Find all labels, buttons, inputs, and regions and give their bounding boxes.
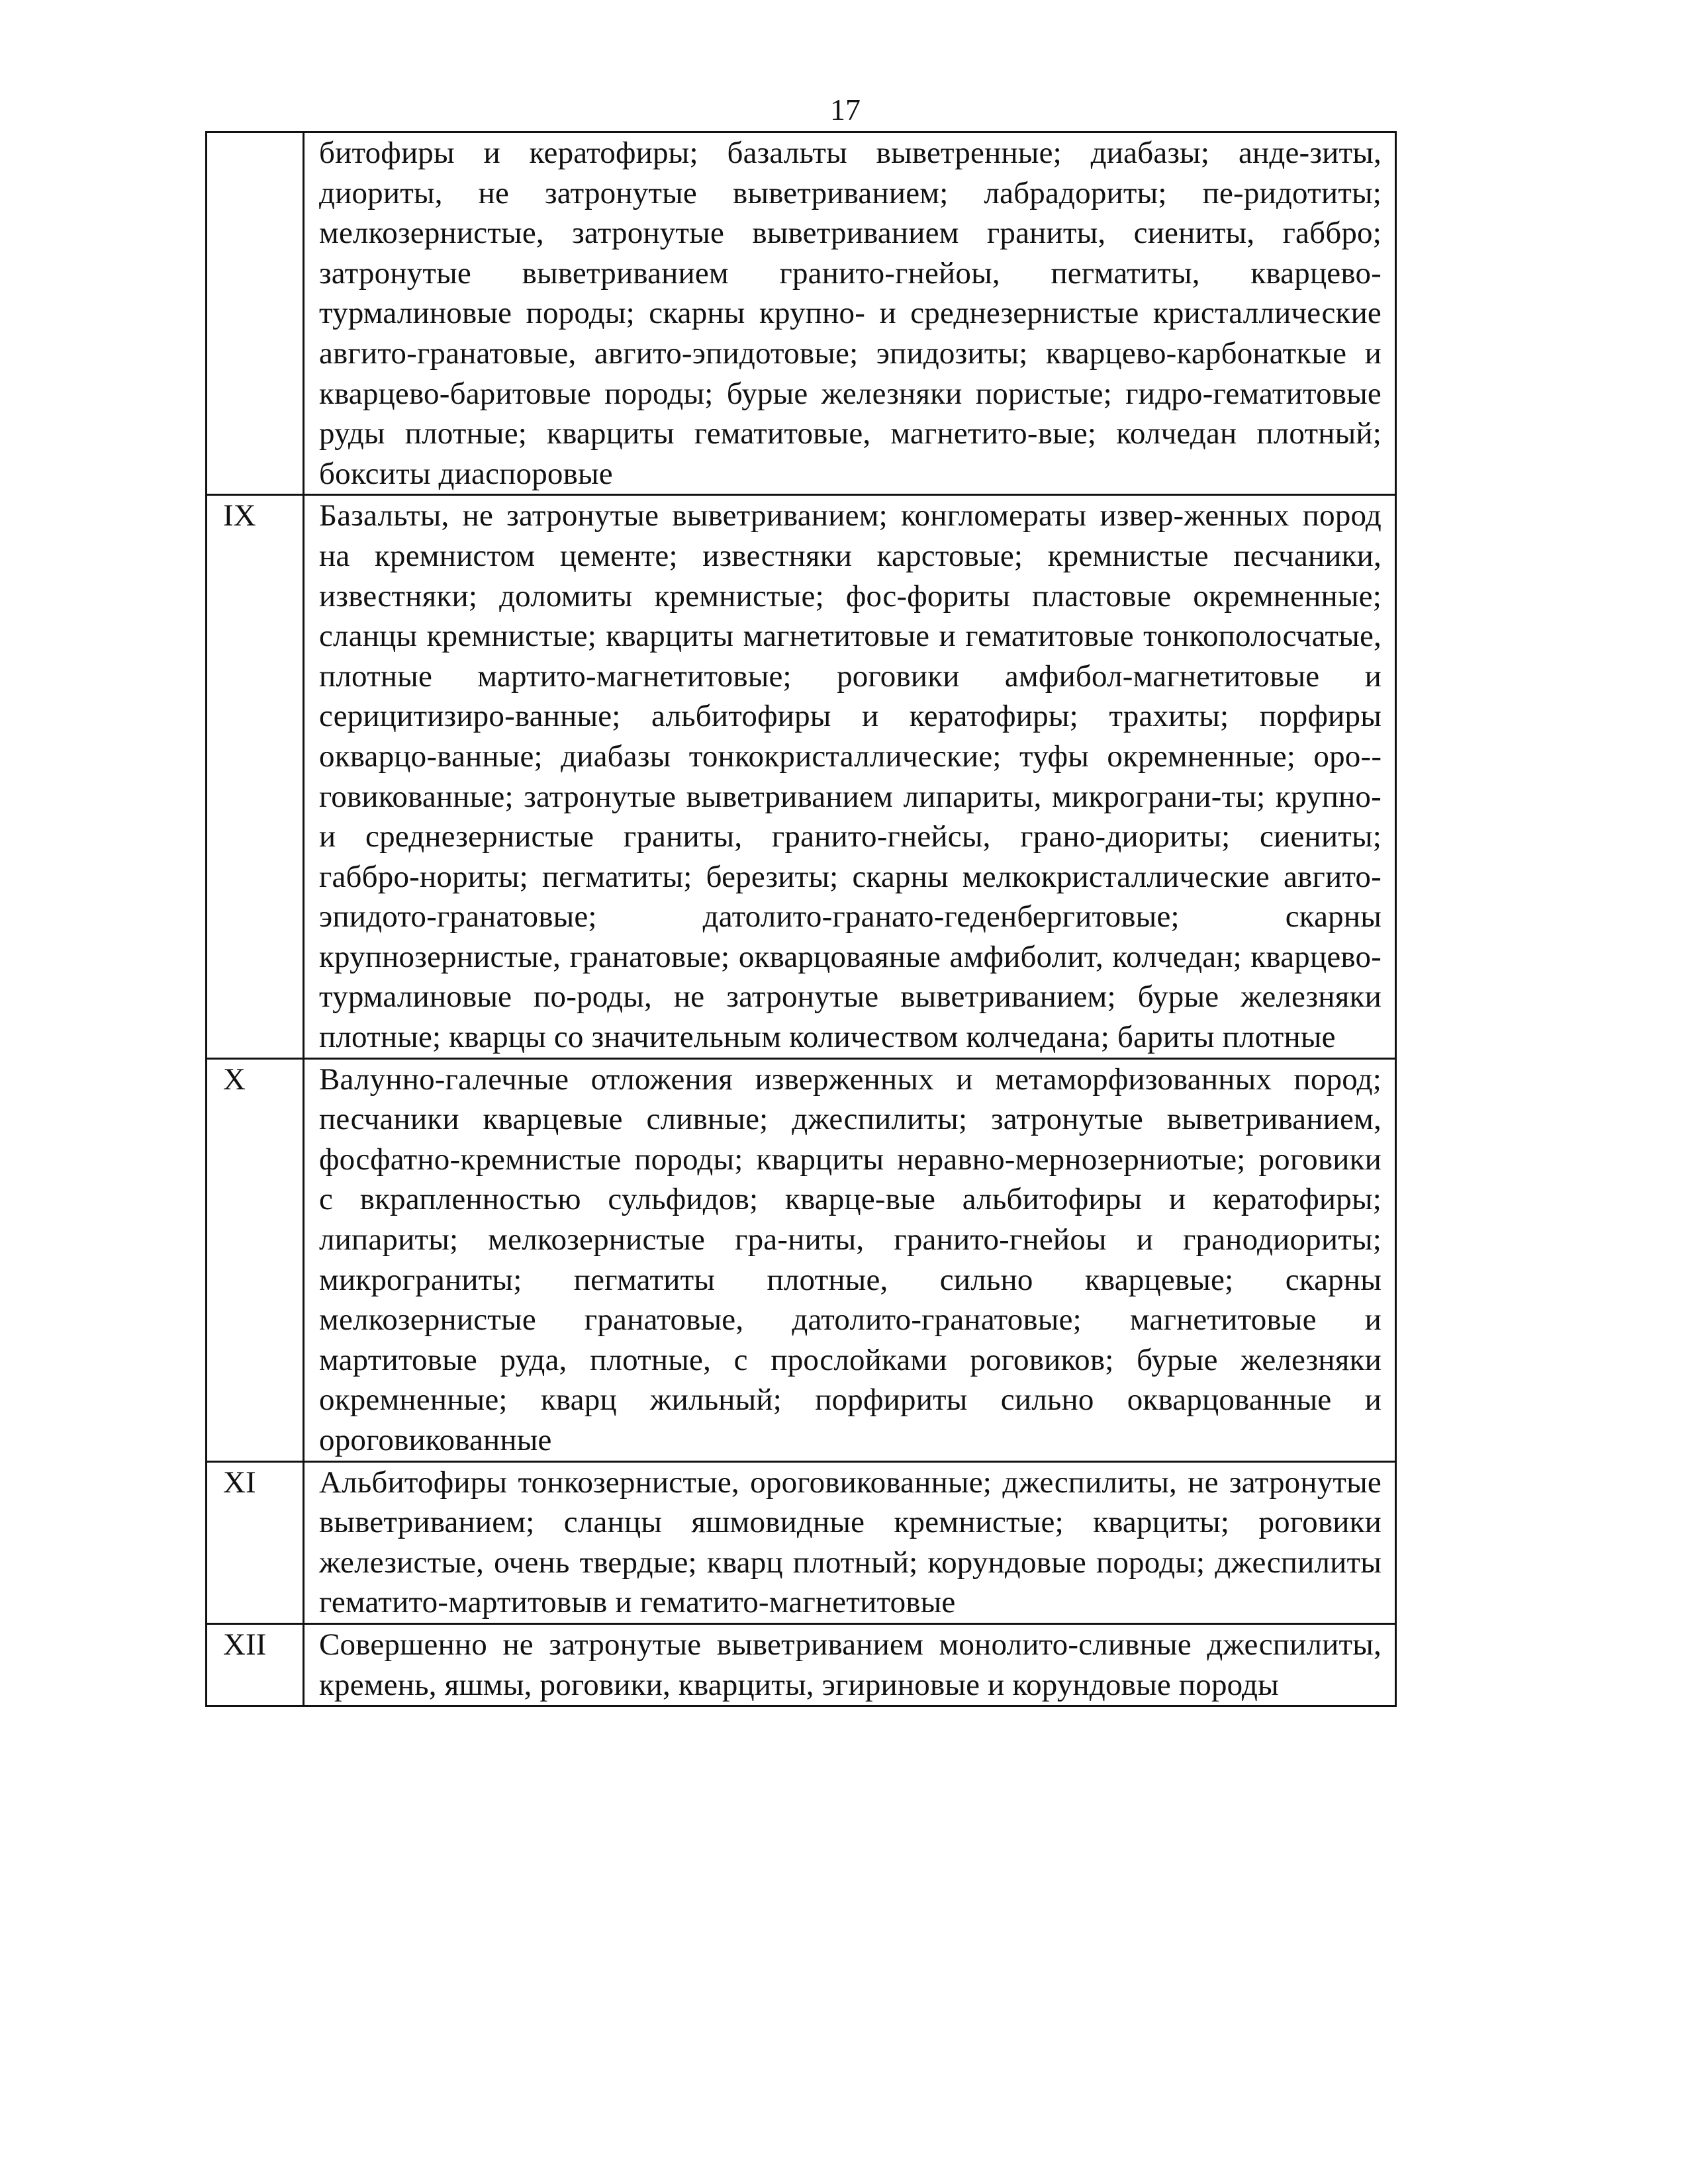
- description-cell: Валунно-галечные отложения изверженных и метаморфизованных пород; песчаники кварцевые сливные; джеспилиты; затронутые выветриванием, фосфатно-кремнистые породы; кварциты неравно-мернозерниотые; роговики с вкрапленностью сульфидов; кварце-вые альбитофиры и кератофиры; липариты; мелкозернистые гра-ниты, гранито-гнейоы и гранодиориты; микрограниты; пегматиты плотные, сильно кварцевые; скарны мелкозернистые гранатовые, датолито-гранатовые; магнетитовые и мартитовые руда, плотные, с прослойками роговиков; бурые железняки окремненные; кварц жильный; порфириты сильно окварцованные и ороговикованные: [304, 1058, 1396, 1461]
- description-cell: Совершенно не затронутые выветриванием монолито-сливные джеспилиты, кремень, яшмы, роговики, кварциты, эгириновые и корундовые породы: [304, 1623, 1396, 1706]
- table-row: [207, 1461, 1396, 1623]
- category-cell: [207, 132, 304, 495]
- page-number: 17: [830, 93, 861, 126]
- category-cell: XII: [207, 1623, 304, 1706]
- table-row: [207, 1058, 1396, 1461]
- category-cell: XI: [207, 1461, 304, 1623]
- category-cell: IX: [207, 495, 304, 1058]
- category-cell: X: [207, 1058, 304, 1461]
- description-cell: Базальты, не затронутые выветриванием; конгломераты извер-женных пород на кремнистом цементе; известняки карстовые; кремнистые песчаники, известняки; доломиты кремнистые; фос-фориты пластовые окремненные; сланцы кремнистые; кварциты магнетитовые и гематитовые тонкополосчатые, плотные мартито-магнетитовые; роговики амфибол-магнетитовые и серицитизиро-ванные; альбитофиры и кератофиры; трахиты; порфиры окварцо-ванные; диабазы тонкокристаллические; туфы окремненные; оро-говикованные; затронутые выветриванием липариты, микрограни-ты; крупно- и среднезернистые граниты, гранито-гнейсы, грано-диориты; сиениты; габбро-нориты; пегматиты; березиты; скарны мелкокристаллические авгито-эпидото-гранатовые; датолито-гранато-геденбергитовые; скарны крупнозернистые, гранатовые; окварцоваяные амфиболит, колчедан; кварцево-турмалиновые по-роды, не затронутые выветриванием; бурые железняки плотные; кварцы со значительным количеством колчедана; бариты плотные: [304, 495, 1396, 1058]
- description-cell: битофиры и кератофиры; базальты выветренные; диабазы; анде-зиты, диориты, не затронутые выветриванием; лабрадориты; пе-ридотиты; мелкозернистые, затронутые выветриванием граниты, сиениты, габбро; затронутые выветриванием гранито-гнейоы, пегматиты, кварцево-турмалиновые породы; скарны крупно- и среднезернистые кристаллические авгито-гранатовые, авгито-эпидотовые; эпидозиты; кварцево-карбонаткые и кварцево-баритовые породы; бурые железняки пористые; гидро-гематитовые руды плотные; кварциты гематитовые, магнетито-вые; колчедан плотный; бокситы диаспоровые: [304, 132, 1396, 495]
- table-row: [207, 132, 1396, 495]
- table-row: [207, 1623, 1396, 1706]
- rock-hardness-table: [205, 131, 1397, 1707]
- table-row: [207, 495, 1396, 1058]
- description-cell: Альбитофиры тонкозернистые, ороговикованные; джеспилиты, не затронутые выветриванием; сланцы яшмовидные кремнистые; кварциты; роговики железистые, очень твердые; кварц плотный; корундовые породы; джеспилиты гематито-мартитовыв и гематито-магнетитовые: [304, 1461, 1396, 1623]
